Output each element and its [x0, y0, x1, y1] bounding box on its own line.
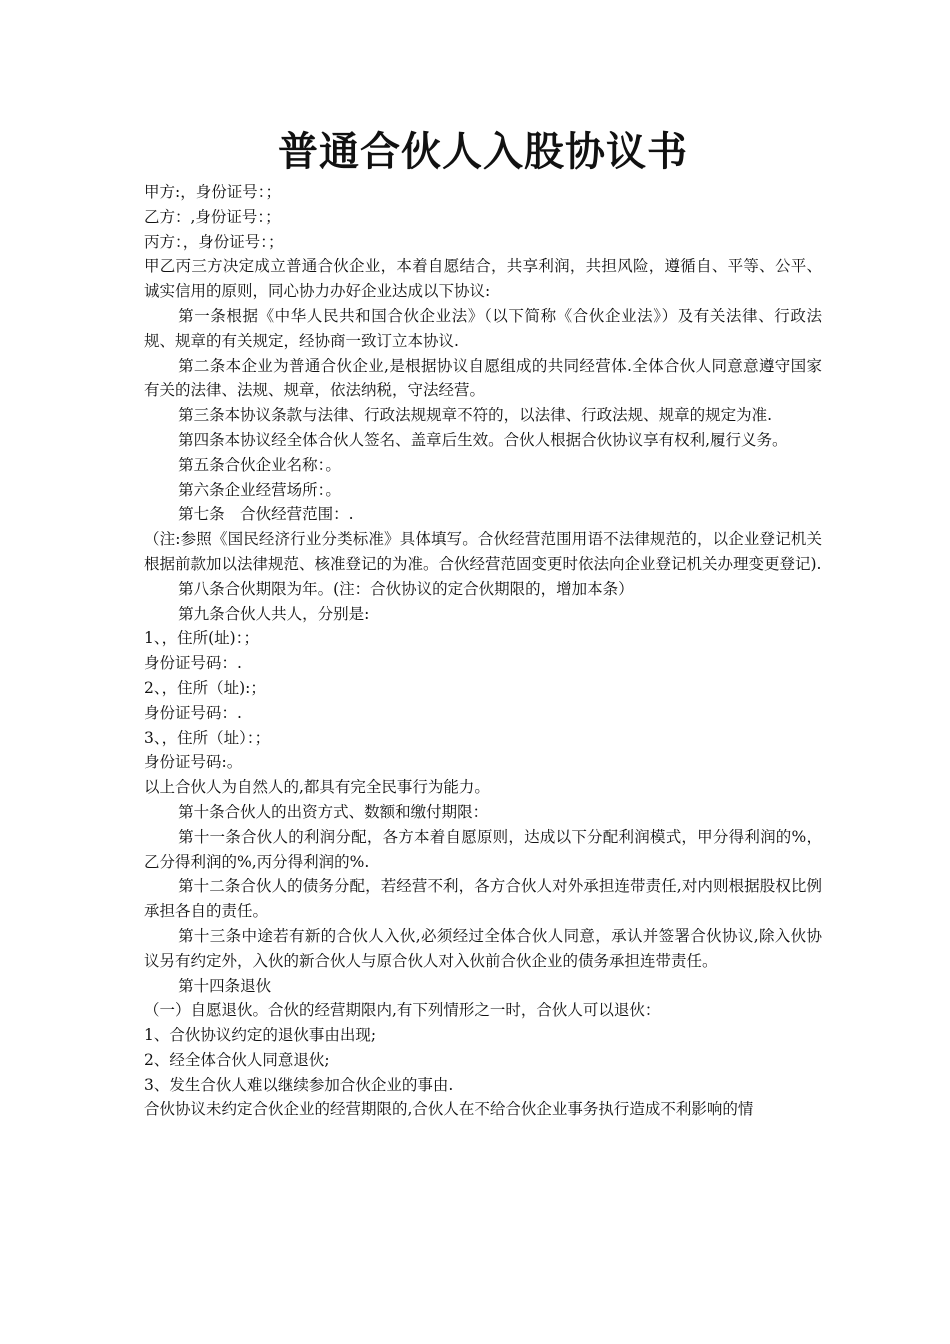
document-paragraph: 第一条根据《中华人民共和国合伙企业法》（以下简称《合伙企业法》）及有关法律、行政法规、规章的有关规定，经协商一致订立本协议.	[144, 306, 822, 350]
document-paragraph: 3、发生合伙人难以继续参加合伙企业的事由.	[144, 1075, 454, 1094]
document-paragraph: 第十四条退伙	[178, 976, 272, 995]
document-paragraph: 第十一条合伙人的利润分配，各方本着自愿原则，达成以下分配利润模式，甲分得利润的%，乙分得利润的%,丙分得利润的%.	[144, 827, 822, 871]
document-paragraph: 甲方:，身份证号：；	[144, 183, 281, 201]
document-paragraph: 1、，住所(址)：；	[144, 629, 259, 648]
document-paragraph: 合伙协议未约定合伙企业的经营期限的,合伙人在不给合伙企业事务执行造成不利影响的情	[144, 1100, 754, 1119]
document-paragraph: 以上合伙人为自然人的,都具有完全民事行为能力。	[144, 778, 490, 797]
document-paragraph: 第八条合伙期限为年。(注：合伙协议的定合伙期限的，增加本条）	[178, 579, 634, 598]
document-paragraph: 第十二条合伙人的债务分配，若经营不利，各方合伙人对外承担连带责任,对内则根据股权比例承担各自的责任。	[144, 877, 822, 921]
document-body	[144, 180, 822, 1122]
document-paragraph: 身份证号码：.	[144, 703, 242, 722]
document-paragraph: 第十三条中途若有新的合伙人入伙,必须经过全体合伙人同意，承认并签署合伙协议,除入伙协议另有约定外，入伙的新合伙人与原合伙人对入伙前合伙企业的债务承担连带责任。	[144, 926, 822, 970]
document-paragraph: 1、合伙协议约定的退伙事由出现;	[144, 1026, 377, 1045]
document-paragraph: 第五条合伙企业名称：。	[178, 455, 341, 474]
document-paragraph: 第七条 合伙经营范围：.	[178, 505, 354, 524]
document-paragraph: 3、，住所（址）：；	[144, 728, 271, 747]
document-paragraph: 第六条企业经营场所：。	[178, 480, 341, 499]
document-paragraph: 乙方：,身份证号：；	[144, 207, 281, 226]
document-paragraph: 第二条本企业为普通合伙企业,是根据协议自愿组成的共同经营体.全体合伙人同意意遵守国家有关的法律、法规、规章，依法纳税，守法经营。	[144, 356, 822, 400]
document-paragraph: 2、，住所（址):；	[144, 678, 266, 697]
document-paragraph: 甲乙丙三方决定成立普通合伙企业，本着自愿结合，共享利润，共担风险，遵循自、平等、公平、诚实信用的原则，同心协力办好企业达成以下协议:	[144, 257, 822, 301]
document-paragraph: （一）自愿退伙。合伙的经营期限内,有下列情形之一时，合伙人可以退伙：	[144, 1001, 661, 1020]
document-paragraph: 第三条本协议条款与法律、行政法规规章不符的，以法律、行政法规、规章的规定为准.	[178, 406, 773, 425]
document-paragraph: 身份证号码：.	[144, 654, 242, 673]
document-title: 普通合伙人入股协议书	[278, 128, 688, 175]
document-paragraph: 第九条合伙人共人，分别是:	[178, 604, 370, 623]
document-paragraph: 身份证号码:。	[144, 753, 243, 772]
document-paragraph: 第四条本协议经全体合伙人签名、盖章后生效。合伙人根据合伙协议享有权利,履行义务。	[178, 430, 788, 449]
document-paragraph: 第十条合伙人的出资方式、数额和缴付期限：	[178, 802, 489, 821]
document-paragraph: 2、经全体合伙人同意退伙;	[144, 1050, 330, 1069]
document-paragraph: 丙方：，身份证号：；	[144, 232, 284, 251]
document-paragraph: （注:参照《国民经济行业分类标准》具体填写。合伙经营范围用语不法律规范的，以企业登记机关根据前款加以法律规范、核准登记的为准。合伙经营范固变更时依法向企业登记机关办理变更登记).	[144, 530, 822, 573]
